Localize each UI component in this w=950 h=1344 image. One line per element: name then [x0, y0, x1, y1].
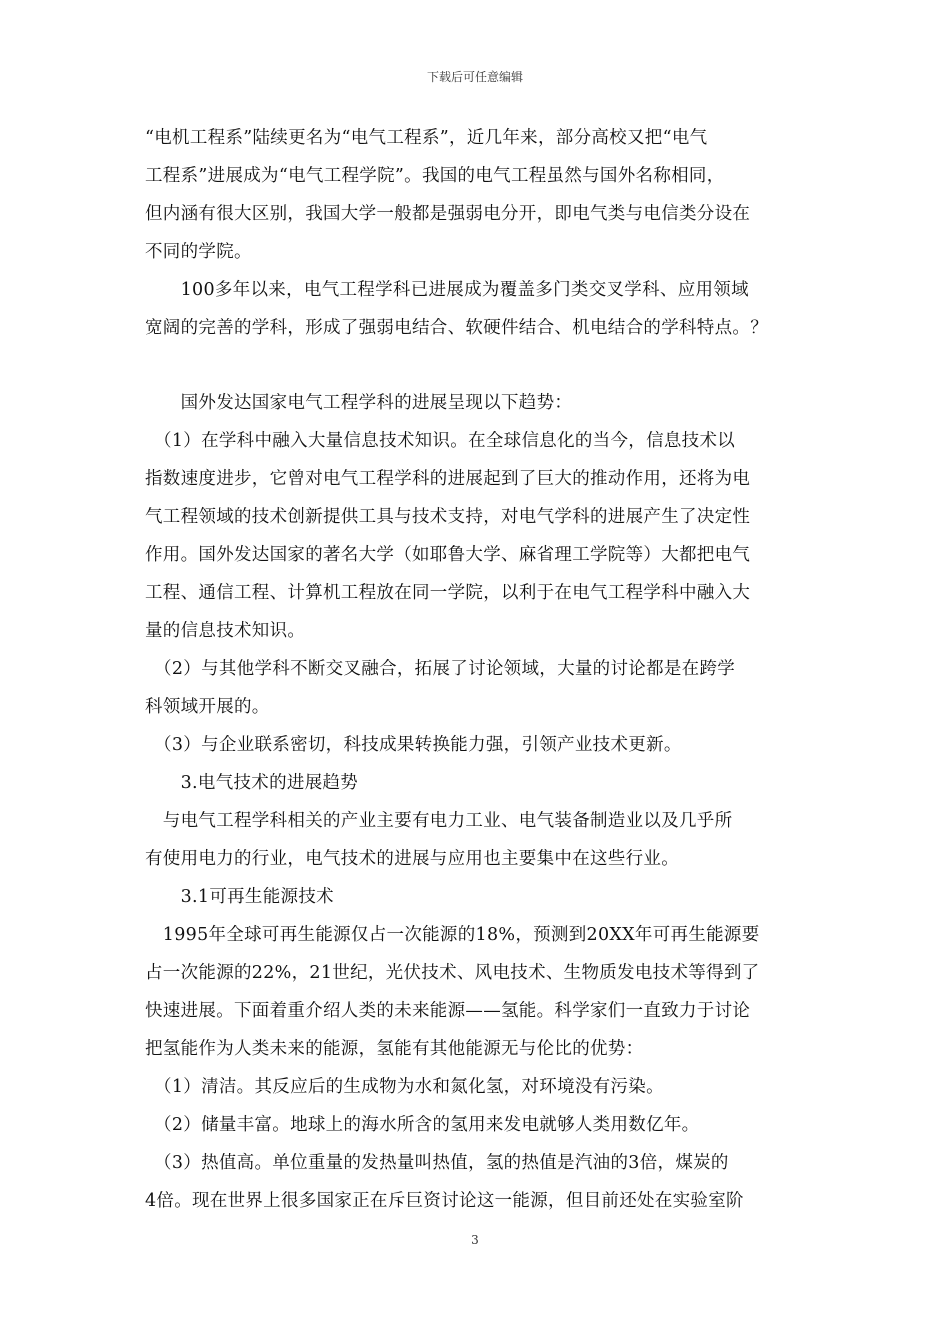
text-line: 国外发达国家电气工程学科的进展呈现以下趋势：: [145, 393, 573, 413]
text-line: （1）清洁。其反应后的生成物为水和氮化氢，对环境没有污染。: [145, 1077, 664, 1097]
text-line: （2）储量丰富。地球上的海水所含的氢用来发电就够人类用数亿年。: [145, 1115, 700, 1135]
text-line: （1）在学科中融入大量信息技术知识。在全球信息化的当今，信息技术以: [145, 431, 736, 451]
text-line: 工程、通信工程、计算机工程放在同一学院，以利于在电气工程学科中融入大: [145, 583, 751, 603]
text-line: 指数速度进步，它曾对电气工程学科的进展起到了巨大的推动作用，还将为电: [145, 469, 751, 489]
text-line: 1995年全球可再生能源仅占一次能源的18%，预测到20XX年可再生能源要: [145, 925, 760, 945]
text-line: 占一次能源的22%，21世纪，光伏技术、风电技术、生物质发电技术等得到了: [145, 963, 760, 983]
text-line: 但内涵有很大区别，我国大学一般都是强弱电分开，即电气类与电信类分设在: [145, 204, 751, 224]
text-line: 科领域开展的。: [145, 697, 270, 717]
page-header: 下载后可任意编辑: [426, 70, 523, 84]
text-line: 量的信息技术知识。: [145, 621, 306, 641]
text-line: 3.1可再生能源技术: [145, 887, 334, 907]
text-line: 与电气工程学科相关的产业主要有电力工业、电气装备制造业以及几乎所: [145, 811, 733, 831]
text-line: （3）与企业联系密切，科技成果转换能力强，引领产业技术更新。: [145, 735, 682, 755]
page-number: 3: [471, 1233, 479, 1247]
text-line: （3）热值高。单位重量的发热量叫热值，氢的热值是汽油的3倍，煤炭的: [145, 1153, 729, 1173]
text-line: 气工程领域的技术创新提供工具与技术支持，对电气学科的进展产生了决定性: [145, 507, 751, 527]
text-line: 3.电气技术的进展趋势: [145, 773, 359, 793]
text-line: 把氢能作为人类未来的能源，氢能有其他能源无与伦比的优势：: [145, 1039, 644, 1059]
text-line: 作用。国外发达国家的著名大学（如耶鲁大学、麻省理工学院等）大都把电气: [145, 545, 751, 565]
text-line: 宽阔的完善的学科，形成了强弱电结合、软硬件结合、机电结合的学科特点。？: [145, 318, 768, 338]
text-line: 有使用电力的行业，电气技术的进展与应用也主要集中在这些行业。: [145, 849, 679, 869]
text-line: 快速进展。下面着重介绍人类的未来能源——氢能。科学家们一直致力于讨论: [145, 1001, 751, 1021]
text-line: “电机工程系”陆续更名为“电气工程系”，近几年来，部分高校又把“电气: [145, 128, 708, 148]
text-line: 4倍。现在世界上很多国家正在斥巨资讨论这一能源，但目前还处在实验室阶: [145, 1191, 744, 1211]
text-line: 不同的学院。: [145, 242, 252, 262]
text-line: 工程系”进展成为“电气工程学院”。我国的电气工程虽然与国外名称相同，: [145, 166, 725, 186]
text-line: （2）与其他学科不断交叉融合，拓展了讨论领域，大量的讨论都是在跨学: [145, 659, 736, 679]
text-line: 100多年以来，电气工程学科已进展成为覆盖多门类交叉学科、应用领域: [145, 280, 749, 300]
